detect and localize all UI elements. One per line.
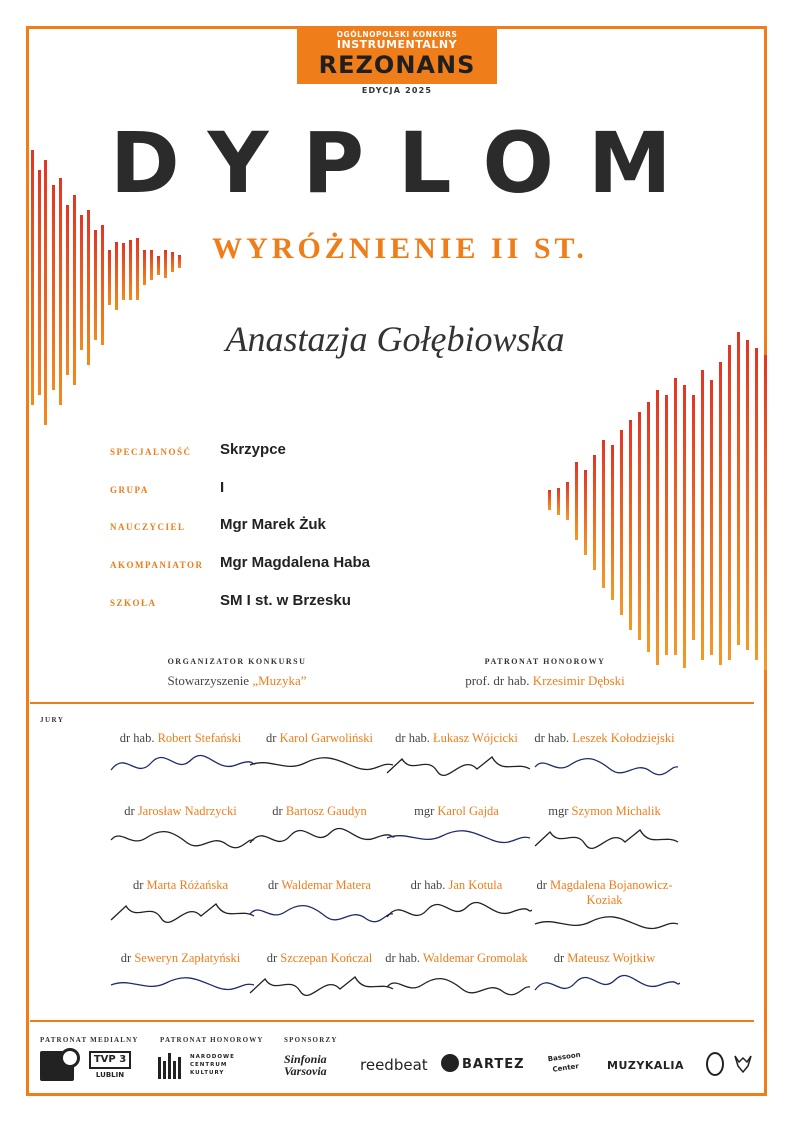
detail-label: AKOMPANIATOR — [110, 560, 204, 570]
signature — [106, 745, 256, 785]
jury-member — [522, 804, 687, 819]
wave-bar — [692, 395, 695, 640]
jury-name: Waldemar Matera — [281, 878, 371, 892]
detail-label: NAUCZYCIEL — [110, 522, 186, 532]
wave-bar — [129, 240, 132, 300]
contest-line2: INSTRUMENTALNY — [336, 38, 458, 51]
signature — [382, 892, 532, 932]
detail-value: Mgr Magdalena Haba — [220, 554, 371, 571]
bartez-logo-icon — [441, 1054, 459, 1072]
detail-value: Skrzypce — [220, 441, 286, 458]
wave-bar — [38, 170, 41, 395]
signature — [382, 965, 532, 1005]
wave-bar — [755, 348, 758, 660]
jury-title: dr — [536, 878, 547, 892]
contest-logo — [297, 26, 497, 84]
wave-bar — [593, 455, 596, 570]
jury-member — [374, 731, 539, 746]
wave-bar — [66, 205, 69, 375]
wave-bar — [638, 412, 641, 640]
jury-name: Marta Różańska — [146, 878, 229, 892]
detail-value: SM I st. w Brzesku — [220, 592, 351, 609]
jury-title: dr — [132, 878, 144, 892]
jury-title: dr hab. — [410, 878, 446, 892]
wave-bar — [80, 215, 83, 350]
jury-name: Bartosz Gaudyn — [285, 804, 367, 818]
wave-bar — [59, 178, 62, 405]
organizer-block — [117, 657, 357, 689]
divider — [30, 1020, 754, 1022]
wave-bar — [115, 242, 118, 310]
wave-bar — [656, 390, 659, 665]
sponsor-bartez: BARTEZ — [462, 1057, 525, 1072]
wave-bar — [764, 355, 767, 670]
wave-bar — [710, 380, 713, 655]
nck-logo — [158, 1053, 235, 1083]
detail-label: GRUPA — [110, 485, 149, 495]
divider — [30, 702, 754, 704]
signature — [530, 745, 680, 785]
signature — [382, 818, 532, 858]
contest-edition: EDYCJA 2025 — [361, 86, 433, 95]
jury-name: Łukasz Wójcicki — [433, 731, 518, 745]
jury-title: dr hab. — [534, 731, 570, 745]
patron-label: PATRONAT HONOROWY — [484, 657, 606, 666]
jury-title: dr — [266, 951, 278, 965]
wave-bar — [44, 160, 47, 425]
jury-title: dr — [124, 804, 135, 818]
tvp-logo — [89, 1051, 131, 1079]
seal-logo-icon — [706, 1052, 724, 1076]
patron-name: Krzesimir Dębski — [532, 673, 625, 688]
jury-member — [374, 804, 539, 819]
jury-name: Jarosław Nadrzycki — [137, 804, 237, 818]
radio-logo-icon — [40, 1051, 74, 1081]
signature — [245, 818, 395, 858]
jury-name: Karol Garwoliński — [279, 731, 373, 745]
wave-bar — [683, 385, 686, 668]
jury-label: JURY — [40, 716, 65, 724]
honor-patron-label: PATRONAT HONOROWY — [160, 1036, 264, 1044]
wave-bar — [108, 250, 111, 305]
wave-bar — [122, 243, 125, 300]
signature — [106, 892, 256, 932]
sponsor-muzykalia: MUZYKALIA — [607, 1059, 684, 1072]
sponsor-reedbeat: reedbeat — [360, 1056, 428, 1074]
wave-bar — [665, 395, 668, 655]
tvp-sub: LUBLIN — [95, 1071, 125, 1079]
jury-member — [374, 878, 539, 893]
signature — [106, 818, 256, 858]
wave-bar — [136, 238, 139, 300]
wave-bar — [566, 482, 569, 520]
signature — [530, 904, 680, 944]
wave-bar — [87, 210, 90, 365]
signature — [106, 965, 256, 1005]
jury-name: Waldemar Gromolak — [422, 951, 528, 965]
signature — [530, 818, 680, 858]
signature — [245, 892, 395, 932]
wave-bar — [746, 340, 749, 650]
sponsor-bassoon: Bassoon Center — [547, 1050, 582, 1074]
jury-title: dr — [266, 731, 277, 745]
jury-name: Karol Gajda — [437, 804, 499, 818]
wave-bar — [701, 370, 704, 660]
wave-bar — [602, 440, 605, 588]
detail-label: SZKOŁA — [110, 598, 157, 608]
wave-bar — [73, 195, 76, 385]
contest-name: REZONANS — [318, 51, 476, 79]
organizer-name: „Muzyka” — [252, 673, 307, 688]
wave-bar — [557, 488, 560, 515]
wave-bar — [548, 490, 551, 510]
media-patron-label: PATRONAT MEDIALNY — [40, 1036, 139, 1044]
jury-title: mgr — [414, 804, 435, 818]
jury-title: mgr — [548, 804, 569, 818]
jury-name: Szymon Michalik — [571, 804, 661, 818]
patron-block — [425, 657, 665, 689]
jury-title: dr — [120, 951, 132, 965]
detail-label: SPECJALNOŚĆ — [110, 447, 192, 457]
jury-title: dr hab. — [119, 731, 155, 745]
wave-bar — [629, 420, 632, 630]
jury-name: Jan Kotula — [448, 878, 503, 892]
jury-name: Magdalena Bojanowicz-Koziak — [550, 878, 673, 907]
nck-logo-icon — [158, 1053, 182, 1079]
signature — [530, 965, 680, 1005]
jury-name: Seweryn Zapłatyński — [134, 951, 241, 965]
signature — [245, 745, 395, 785]
contest-line1: OGÓLNOPOLSKI KONKURS — [336, 30, 458, 39]
wave-bar — [647, 402, 650, 652]
jury-name: Mateusz Wojtkiw — [567, 951, 656, 965]
wave-bar — [737, 332, 740, 645]
diploma-title: DYPLOM — [110, 114, 706, 212]
tvp-text: TVP 3 — [89, 1051, 131, 1069]
wave-bar — [52, 185, 55, 390]
jury-name: Szczepan Kończal — [280, 951, 373, 965]
patron-prefix: prof. dr hab. — [465, 673, 533, 688]
jury-member — [522, 731, 687, 746]
award-title: WYRÓŻNIENIE II ST. — [212, 232, 588, 265]
wave-bar — [719, 362, 722, 665]
sponsor-sinfonia: Sinfonia Varsovia — [284, 1052, 327, 1078]
wave-bar — [620, 430, 623, 615]
jury-member — [522, 951, 687, 966]
deer-logo-icon — [732, 1054, 754, 1078]
signature — [245, 965, 395, 1005]
wave-bar — [674, 378, 677, 655]
jury-name: Leszek Kołodziejski — [572, 731, 675, 745]
jury-title: dr — [272, 804, 283, 818]
jury-name: Robert Stefański — [157, 731, 242, 745]
wave-bar — [101, 225, 104, 345]
wave-bar — [584, 470, 587, 555]
wave-bar — [611, 445, 614, 600]
wave-bar — [575, 462, 578, 540]
wave-bar — [728, 345, 731, 660]
signature — [382, 745, 532, 785]
jury-title: dr hab. — [385, 951, 420, 965]
jury-title: dr — [268, 878, 279, 892]
organizer-prefix: Stowarzyszenie — [167, 673, 253, 688]
nck-text: NARODOWE CENTRUM KULTURY — [190, 1054, 235, 1076]
wave-bar — [94, 230, 97, 340]
recipient-name: Anastazja Gołębiowska — [225, 319, 565, 359]
wave-bar — [31, 150, 34, 405]
jury-title: dr hab. — [395, 731, 430, 745]
organizer-label: ORGANIZATOR KONKURSU — [167, 657, 307, 666]
jury-member — [374, 951, 539, 966]
detail-value: I — [220, 479, 225, 496]
sponsors-label: SPONSORZY — [284, 1036, 338, 1044]
detail-value: Mgr Marek Żuk — [220, 516, 326, 533]
jury-title: dr — [553, 951, 565, 965]
